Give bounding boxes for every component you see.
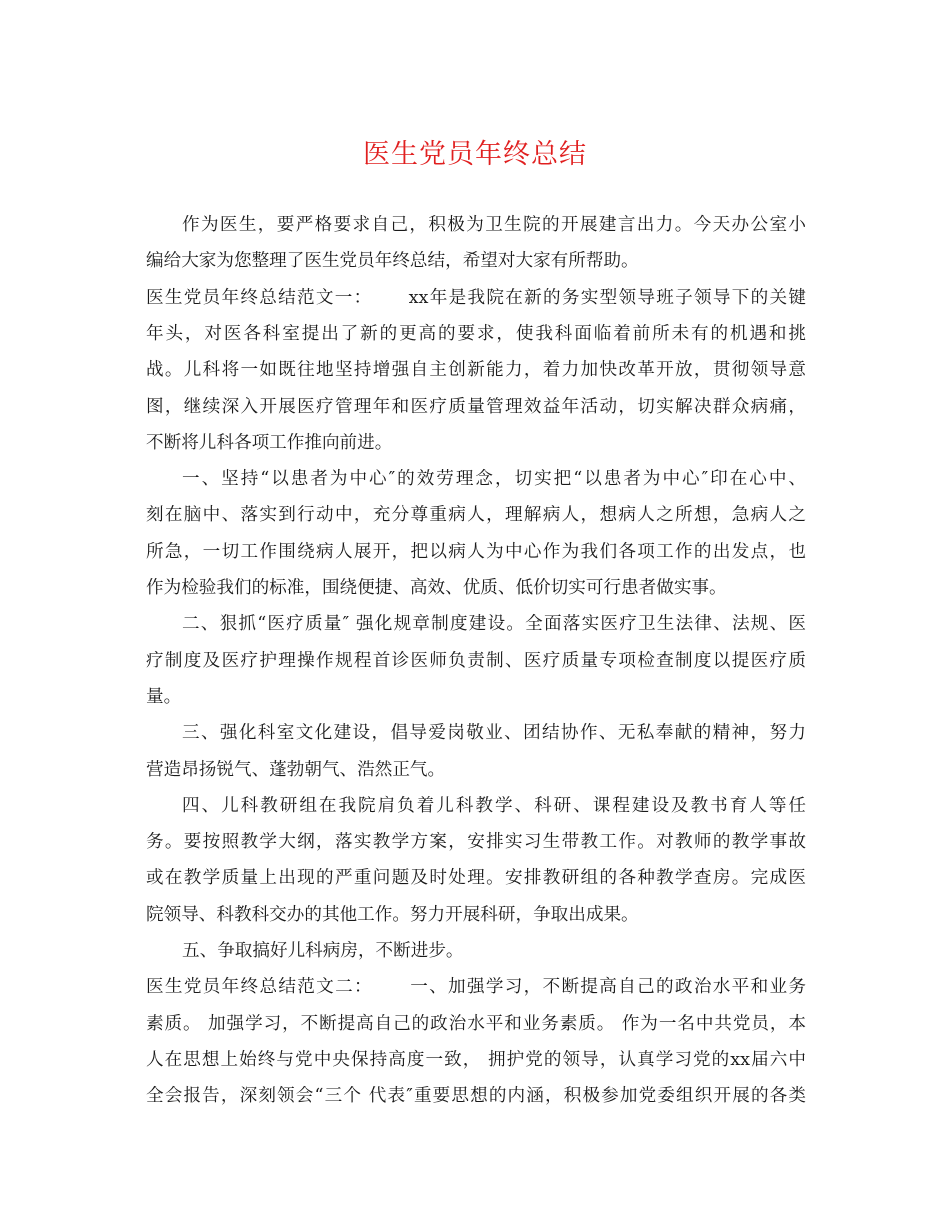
body-line-text: 年头，对医各科室提出了新的更高的要求，使我科面临着前所未有的机遇和挑: [146, 323, 806, 344]
body-line: [182, 467, 806, 491]
body-line: [146, 866, 806, 890]
body-line-text: 图，继续深入开展医疗管理年和医疗质量管理效益年活动，切实解决群众病痛，: [146, 396, 806, 417]
body-line: [146, 249, 806, 273]
body-line-text: 素质。 加强学习，不断提高自己的政治水平和业务素质。 作为一名中共党员，本: [146, 1013, 806, 1034]
body-line: [146, 649, 806, 673]
body-line: [146, 322, 806, 346]
body-line-text: 营造昂扬锐气、蓬勃朝气、浩然正气。: [146, 759, 446, 780]
body-line: [146, 431, 806, 455]
body-line-text: 编给大家为您整理了医生党员年终总结，希望对大家有所帮助。: [146, 251, 639, 272]
body-line-text: 院领导、科教科交办的其他工作。努力开展科研，争取出成果。: [146, 904, 639, 925]
body-line-text: 所急，一切工作围绕病人展开，把以病人为中心作为我们各项工作的出发点，也: [146, 541, 806, 562]
body-line-text: xx年是我院在新的务实型领导班子领导下的关键: [408, 287, 806, 308]
body-line-text: 一、加强学习，不断提高自己的政治水平和业务: [408, 977, 806, 998]
body-line-text: 四、儿科教研组在我院肩负着儿科教学、科研、课程建设及教书育人等任: [182, 795, 806, 816]
body-line-text: 作为医生，要严格要求自己，积极为卫生院的开展建言出力。今天办公室小: [182, 215, 806, 235]
body-line-text: 或在教学质量上出现的严重问题及时处理。安排教研组的各种教学查房。完成医: [146, 868, 806, 889]
body-line: [182, 939, 806, 963]
body-line-text: 务。要按照教学大纲，落实教学方案，安排实习生带教工作。对教师的教学事故: [146, 832, 806, 853]
body-line: [146, 358, 806, 382]
body-line: [146, 1048, 806, 1072]
body-line: [146, 1084, 806, 1108]
body-line-text: 战。儿科将一如既往地坚持增强自主创新能力，着力加快改革开放，贯彻领导意: [146, 360, 806, 381]
body-line: [146, 395, 806, 419]
body-line: [182, 612, 806, 636]
body-line: [146, 576, 806, 600]
body-line-text: 量。: [146, 686, 182, 707]
document-title: 医生党员年终总结: [363, 139, 587, 170]
body-line: [182, 721, 806, 745]
body-line-text: 全会报告，深刻领会“三个 代表″重要思想的内涵，积极参加党委组织开展的各类: [146, 1086, 806, 1107]
body-line-text: 疗制度及医疗护理操作规程首诊医师负责制、医疗质量专项检查制度以提医疗质: [146, 650, 806, 671]
body-line-text: 一、坚持“以患者为中心″的效劳理念，切实把“以患者为中心″印在心中、: [182, 469, 806, 490]
body-line: [146, 286, 806, 310]
body-line-text: 不断将儿科各项工作推向前进。: [146, 432, 393, 453]
body-line: [146, 903, 806, 927]
body-line: [182, 794, 806, 818]
body-line: [146, 758, 806, 782]
body-line: [146, 503, 806, 527]
body-line: [146, 685, 806, 709]
body-line: [146, 1012, 806, 1036]
body-line: [146, 830, 806, 854]
body-line-text: 刻在脑中、落实到行动中，充分尊重病人，理解病人，想病人之所想，急病人之: [146, 505, 806, 526]
body-line-text: 二、狠抓“医疗质量″ 强化规章制度建设。全面落实医疗卫生法律、法规、医: [182, 614, 806, 635]
body-line-text: 三、强化科室文化建设，倡导爱岗敬业、团结协作、无私奉献的精神，努力: [182, 723, 806, 744]
section-label: 医生党员年终总结范文二：: [146, 977, 373, 998]
body-line: [182, 213, 806, 237]
section-label: 医生党员年终总结范文一：: [146, 287, 373, 308]
body-line-text: 作为检验我们的标准，围绕便捷、高效、优质、低价切实可行患者做实事。: [146, 578, 727, 598]
body-line-text: 人在思想上始终与党中央保持高度一致， 拥护党的领导，认真学习党的xx届六中: [146, 1049, 806, 1070]
body-line: [146, 540, 806, 564]
body-line-text: 五、争取搞好儿科病房，不断进步。: [182, 941, 464, 961]
body-line: [146, 975, 806, 999]
